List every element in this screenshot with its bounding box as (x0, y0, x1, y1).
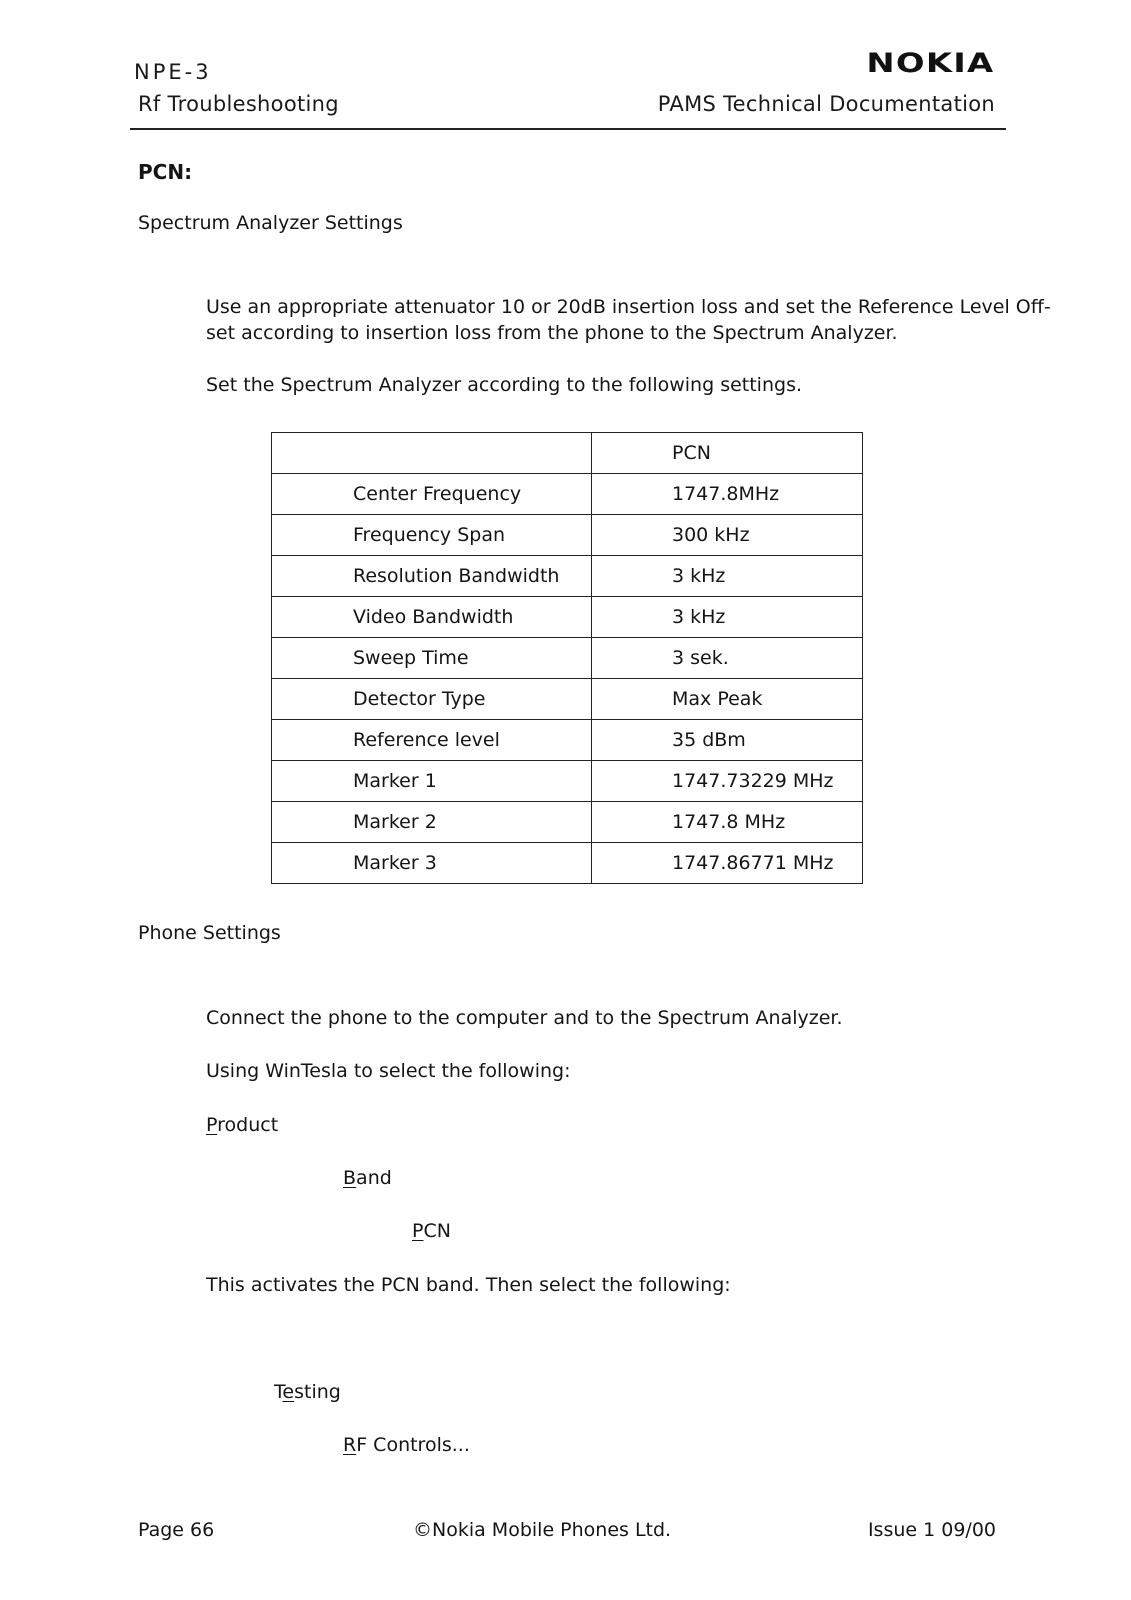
para3: Connect the phone to the computer and to the Spectrum Analyzer. (206, 1007, 843, 1029)
phone-heading: Phone Settings (138, 922, 281, 944)
table-row (272, 679, 863, 720)
row-value: 3 kHz (592, 597, 863, 638)
row-value: 1747.8 MHz (592, 802, 863, 843)
row-label: Video Bandwidth (272, 597, 592, 638)
para5: This activates the PCN band. Then select the following: (206, 1274, 731, 1296)
doc-type: PAMS Technical Documentation (657, 92, 995, 116)
menu-rf-controls-hotkey: R (343, 1434, 357, 1456)
doc-code: NPE-3 (134, 60, 212, 84)
table-row (272, 556, 863, 597)
row-label: Frequency Span (272, 515, 592, 556)
nokia-logo: NOKIA (865, 48, 994, 79)
settings-table (271, 432, 863, 884)
menu-product-hotkey: P (206, 1114, 218, 1136)
table-row (272, 638, 863, 679)
page-heading: PCN: (138, 160, 193, 184)
row-label: Resolution Bandwidth (272, 556, 592, 597)
para4: Using WinTesla to select the following: (206, 1060, 571, 1082)
row-label: Marker 2 (272, 802, 592, 843)
menu-rf-controls (343, 1434, 470, 1456)
table-row (272, 843, 863, 884)
footer-issue: Issue 1 09/00 (867, 1519, 996, 1541)
row-value: 3 sek. (592, 638, 863, 679)
table-header-row (272, 433, 863, 474)
table-row (272, 474, 863, 515)
menu-pcn (412, 1220, 451, 1242)
menu-pcn-rest: CN (423, 1220, 451, 1242)
para1-line2: set according to insertion loss from the phone to the Spectrum Analyzer. (206, 322, 898, 344)
para2: Set the Spectrum Analyzer according to the following settings. (206, 374, 803, 396)
row-value: 35 dBm (592, 720, 863, 761)
row-label: Reference level (272, 720, 592, 761)
row-value: 3 kHz (592, 556, 863, 597)
menu-product (206, 1114, 278, 1136)
row-label: Sweep Time (272, 638, 592, 679)
menu-testing (274, 1381, 341, 1403)
para1-line1: Use an appropriate attenuator 10 or 20dB insertion loss and set the Reference Level Off- (206, 296, 1051, 318)
table-row (272, 597, 863, 638)
table-header-col1 (272, 433, 592, 474)
row-label: Marker 3 (272, 843, 592, 884)
menu-band-rest: and (356, 1167, 392, 1189)
menu-band (343, 1167, 392, 1189)
row-value: 1747.73229 MHz (592, 761, 863, 802)
footer-copyright: ©Nokia Mobile Phones Ltd. (413, 1519, 672, 1541)
section-title: Rf Troubleshooting (138, 92, 339, 116)
menu-testing-pre: T (274, 1381, 283, 1403)
table-row (272, 720, 863, 761)
footer-page: Page 66 (138, 1519, 215, 1541)
row-label: Detector Type (272, 679, 592, 720)
row-value: 1747.8MHz (592, 474, 863, 515)
row-value: 1747.86771 MHz (592, 843, 863, 884)
row-label: Center Frequency (272, 474, 592, 515)
table-header-col2: PCN (592, 433, 863, 474)
menu-testing-hotkey: e (282, 1381, 295, 1403)
menu-pcn-hotkey: P (412, 1220, 424, 1242)
row-value: Max Peak (592, 679, 863, 720)
menu-band-hotkey: B (343, 1167, 357, 1189)
spectrum-heading: Spectrum Analyzer Settings (138, 212, 403, 234)
row-label: Marker 1 (272, 761, 592, 802)
table-row (272, 802, 863, 843)
table-row (272, 515, 863, 556)
table-row (272, 761, 863, 802)
header-rule (130, 128, 1006, 130)
menu-rf-controls-rest: F Controls... (356, 1434, 470, 1456)
menu-product-rest: roduct (217, 1114, 279, 1136)
menu-testing-rest: sting (294, 1381, 341, 1403)
row-value: 300 kHz (592, 515, 863, 556)
